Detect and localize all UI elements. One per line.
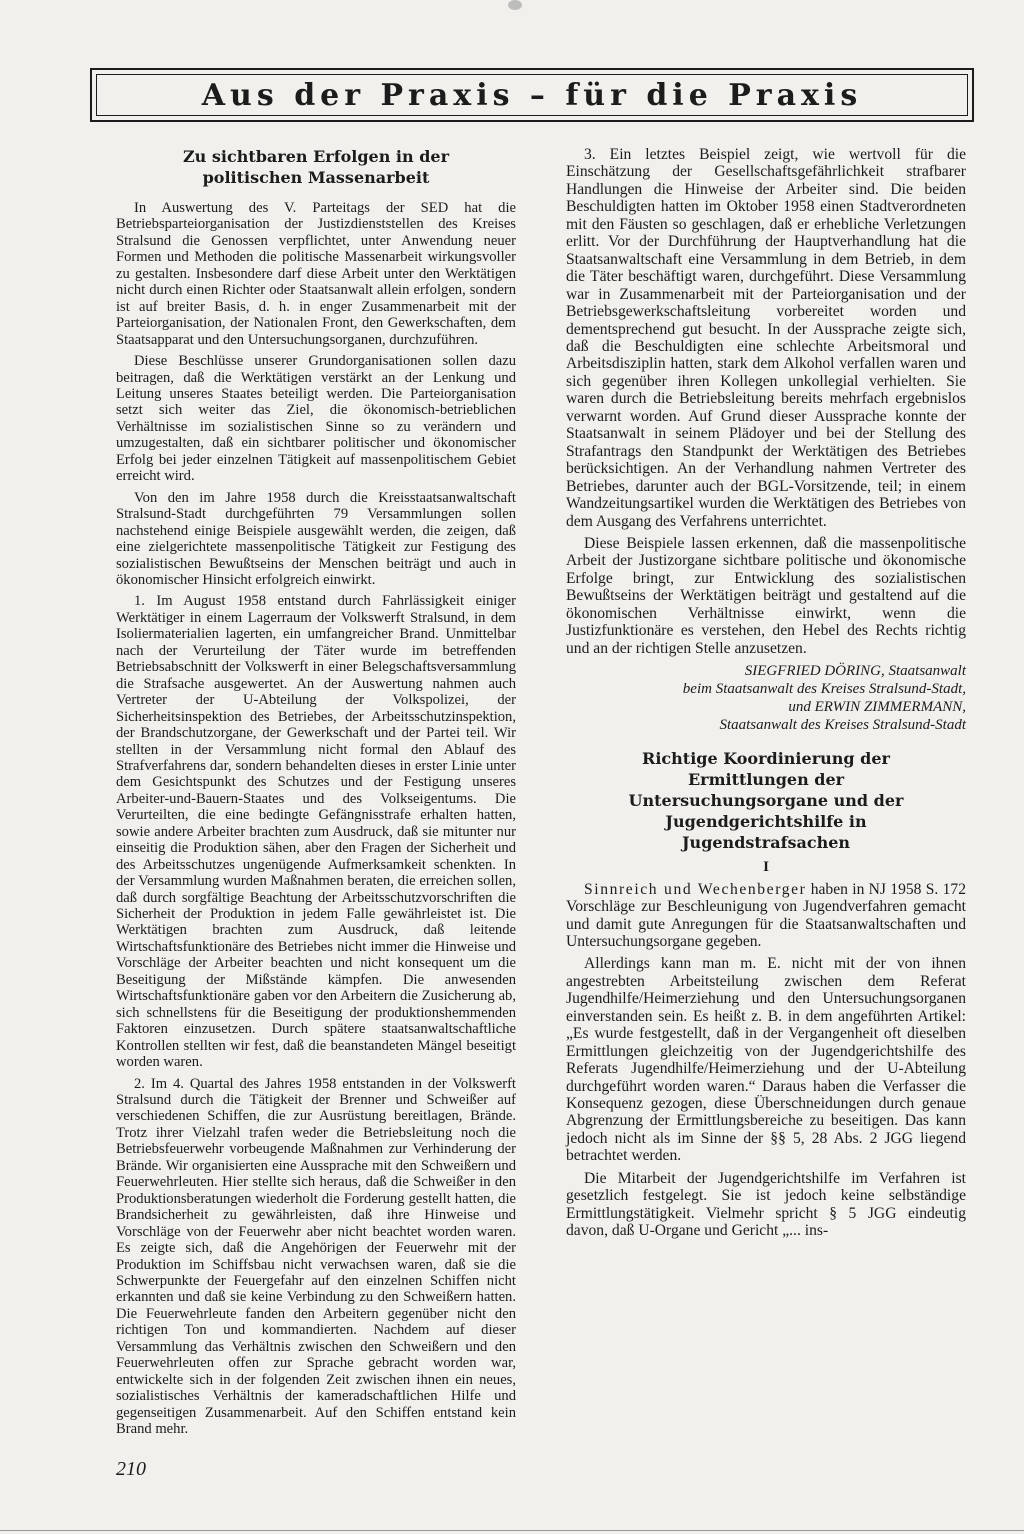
article1-paragraph-6: 3. Ein letztes Beispiel zeigt, wie wertvoll für die Einschätzung der Gesellschaftsgefährlichkeit strafbarer Handlungen die Hinweise der Arbeiter sind. Die beiden Beschuldigten hatten im Oktober 1958 einen Stadtverordneten mit den Fäusten so geschlagen, daß er erhebliche Verletzungen erlitt. Vor der Durchführung der Hauptverhandlung hat die Staatsanwaltschaft eine Versammlung in dem Betrieb, in dem die Täter beschäftigt waren, durchgeführt. Diese Versammlung war in Zusammenarbeit mit der Parteiorganisation und der Betriebsgewerkschaftsleitung vorbereitet worden und dementsprechend gut besucht. In der Aussprache zeigte sich, daß die Beschuldigten eine schlechte Arbeitsmoral und Arbeitsdisziplin hatten, stark dem Alkohol verfallen waren und sich gegenüber ihren Kollegen unkollegial verhielten. Sie waren durch die Betriebsleitung bereits mehrfach ergebnislos verwarnt worden. Auf Grund dieser Aussprache konnte der Staatsanwalt in seinem Plädoyer und bei der Stellung des Strafantrags den Standpunkt der Werktätigen des Betriebes berücksichtigen. An der Verhandlung nahmen Vertreter des Betriebes, darunter auch der BGL-Vorsitzende, teil; in einem Wandzeitungsartikel wurden die Werktätigen des Betriebes von dem Ausgang des Verfahrens unterrichtet. [566, 146, 966, 530]
article2-paragraph-1 [566, 881, 966, 951]
signature-line-1: SIEGFRIED DÖRING, Staatsanwalt [744, 663, 966, 680]
article2-heading: Richtige Koordinierung der Ermittlungen der Untersuchungsorgane und der Jugendgerichtshilfe in Jugendstrafsachen [628, 749, 904, 853]
article1-heading: Zu sichtbaren Erfolgen in der politischen Massenarbeit [182, 147, 449, 187]
section-header-box [90, 68, 974, 122]
signature-line-2: beim Staatsanwalt des Kreises Stralsund-Stadt, [682, 681, 966, 698]
article1-paragraph-7: Diese Beispiele lassen erkennen, daß die massenpolitische Arbeit der Justizorgane sichtbare politische und ökonomische Erfolge bringt, zur Entwicklung des sozialistischen Bewußtseins der Werktätigen beiträgt und gestaltend auf die ökonomischen Verhältnisse einwirkt, wenn die Justizfunktionäre es verstehen, den Hebel des Rechts richtig und an der richtigen Stelle anzusetzen. [566, 534, 966, 657]
article1-paragraph-4: 1. Im August 1958 entstand durch Fahrlässigkeit einiger Werktätiger in einem Lagerraum der Volkswerft Stralsund, in dem Isoliermaterialien lagerten, ein umfangreicher Brand. Unmittelbar nach der Verurteilung der Täter wurde im betreffenden Betriebsabschnitt der Volkswerft in einer Belegschaftsversammlung die Strafsache ausgewertet. An der Auswertung nahmen auch Vertreter der U-Abteilung der Volkspolizei, der Sicherheitsinspektion des Betriebes, der Arbeitsschutzinspektion, der Brandschutzorgane, der Gewerkschaft und der Partei teil. Wir stellten in der Versammlung nicht formal den Ablauf des Strafverfahrens dar, sondern behandelten dieses in erster Linie unter dem Gesichtspunkt des Schutzes und der Festigung unseres Arbeiter-und-Bauern-Staates und des Volkseigentums. Die Verurteilten, die eine bedingte Gefängnisstrafe erhalten hatten, sowie andere Arbeiter brachten zum Ausdruck, daß sie mitunter nur einseitig die Produktion sähen, aber den Fragen der Sicherheit und des Arbeitsschutzes ungenügende Aufmerksamkeit schenkten. In der Versammlung wurden Maßnahmen beraten, die erreichen sollen, daß durch sorgfältige Beachtung der Arbeitsschutzvorschriften die Sicherheit der Produktion in jedem Falle gewährleistet ist. Die Werktätigen brachten zum Ausdruck, daß leitende Wirtschaftsfunktionäre des Betriebes nicht immer die Hinweise und Vorschläge der Arbeiter beachten und nicht konsequent um die Beseitigung der Mißstände kämpfen. Die anwesenden Wirtschaftsfunktionäre gaben vor den Arbeitern die Zusicherung ab, sich schnellstens für die Beseitigung der produktionshemmenden Faktoren einzusetzen. Durch spätere staatsanwaltschaftliche Kontrollen stellten wir fest, daß die beanstandeten Mängel beseitigt worden waren. [116, 593, 516, 1071]
article2-paragraph-2: Allerdings kann man m. E. nicht mit der von ihnen angestrebten Arbeitsteilung zwischen dem Referat Jugendhilfe/Heimerziehung und den Untersuchungsorganen einverstanden sein. Es heißt z. B. in dem angeführten Artikel: „Es wurde festgestellt, daß in der Vergangenheit oft dieselben Ermittlungen gleichzeitig von der Jugendgerichtshilfe des Referats Jugendhilfe/Heimerziehung und der U-Abteilung durchgeführt worden waren.“ Daraus haben die Verfasser die Konsequenz gezogen, diese Überschneidungen durch genaue Abgrenzung der Ermittlungsbereiche zu beseitigen. Das kann jedoch nicht als im Sinne der §§ 5, 28 Abs. 2 JGG liegend betrachtet werden. [566, 955, 966, 1165]
article2-paragraph-3: Die Mitarbeit der Jugendgerichtshilfe im Verfahren ist gesetzlich festgelegt. Sie ist jedoch keine selbständige Ermittlungstätigkeit. Vielmehr spricht § 5 JGG eindeutig davon, daß U-Organe und Gericht „... ins- [566, 1169, 966, 1240]
signature-line-4: Staatsanwalt des Kreises Stralsund-Stadt [719, 717, 966, 734]
article1-paragraph-3: Von den im Jahre 1958 durch die Kreisstaatsanwaltschaft Stralsund-Stadt durchgeführten 79 Versammlungen sollen nachstehend einige Beispiele ausgewählt werden, die zeigen, daß eine zielgerichtete massenpolitische Tätigkeit zur Festigung des sozialistischen Bewußtseins der Menschen beiträgt und auch in ökonomischer Hinsicht erfolgreich einwirkt. [116, 489, 516, 588]
article1-signature [566, 662, 966, 734]
article1-paragraph-2: Diese Beschlüsse unserer Grundorganisationen sollen dazu beitragen, daß die Werktätigen verstärkt an der Lenkung und Leitung unseres Staates beteiligt werden. Die Parteiorganisation setzt sich weiter das Ziel, die ökonomisch-betrieblichen Verhältnisse im sozialistischen Sinne so zu verändern und umzugestalten, daß ein sichtbarer politischer und ökonomischer Erfolg bei jeder einzelnen Tätigkeit auf massenpolitischem Gebiet erreicht wird. [116, 353, 516, 485]
article2-authors: Sinnreich und Wechenberger [584, 880, 807, 898]
right-column [566, 146, 966, 1245]
left-column [116, 146, 516, 1443]
article1-paragraph-5: 2. Im 4. Quartal des Jahres 1958 entstanden in der Volkswerft Stralsund durch die Tätigkeit der Brenner und Schweißer auf verschiedenen Schiffen, die zur Ausrüstung bereitlagen, Brände. Trotz ihrer Vielzahl trafen weder die Betriebsleitung noch die Betriebsfeuerwehr vorbeugende Maßnahmen zur Verhinderung der Brände. Wir organisierten eine Aussprache mit den Schweißern und Feuerwehrleuten. Hier stellte sich heraus, daß die Schweißer in den Produktionsberatungen wiederholt die Forderung gestellt hatten, die Brandsicherheit zu gewährleisten, daß ihre Hinweise und Vorschläge von der Feuerwehr aber nicht beachtet worden waren. Es zeigte sich, daß die Angehörigen der Feuerwehr mit der Produktion im Schiffsbau nicht verwachsen waren, daß sie die Schwerpunkte der Feuergefahr auf den einzelnen Schiffen nicht erkannten und daß sie keine Verbindung zu den Schweißern hatten. Die Feuerwehrleute fanden den Arbeitern gegenüber nicht den richtigen Ton und kommandierten. Nachdem auf dieser Versammlung das Verhältnis zwischen den Schweißern und den Feuerwehrleuten offen zur Sprache gebracht worden war, entwickelte sich in der folgenden Zeit zwischen ihnen ein neues, sozialistisches Verhältnis der kameradschaftlichen Hilfe und gegenseitigen Zusammenarbeit. Auf den Schiffen entstand kein Brand mehr. [116, 1075, 516, 1438]
ink-blot [508, 0, 522, 10]
section-header-title: Aus der Praxis – für die Praxis [201, 78, 863, 113]
bottom-edge-line [0, 1530, 1024, 1531]
article1-paragraph-1: In Auswertung des V. Parteitags der SED hat die Betriebsparteiorganisation der Justizdienststellen des Kreises Stralsund die Genossen verpflichtet, unter Anwendung neuer Formen und Methoden die politische Massenarbeit wirkungsvoller zu gestalten. Insbesondere darf diese Arbeit unter den Werktätigen nicht durch einen Richter oder Staatsanwalt allein erfolgen, sondern ist auf breiter Basis, d. h. in enger Zusammenarbeit mit der Parteiorganisation, der Nationalen Front, den Gewerkschaften, dem Staatsapparat und den Untersuchungsorganen, durchzuführen. [116, 200, 516, 348]
signature-line-3: und ERWIN ZIMMERMANN, [788, 699, 966, 716]
page-number: 210 [116, 1458, 146, 1480]
article2-paragraph-1-text: haben in NJ 1958 S. 172 Vorschläge zur Beschleunigung von Jugendverfahren gemacht und damit gute Anregungen für die Staatsanwaltschaften und Untersuchungsorgane gegeben. [566, 880, 966, 950]
article2-section-number: I [763, 859, 769, 876]
